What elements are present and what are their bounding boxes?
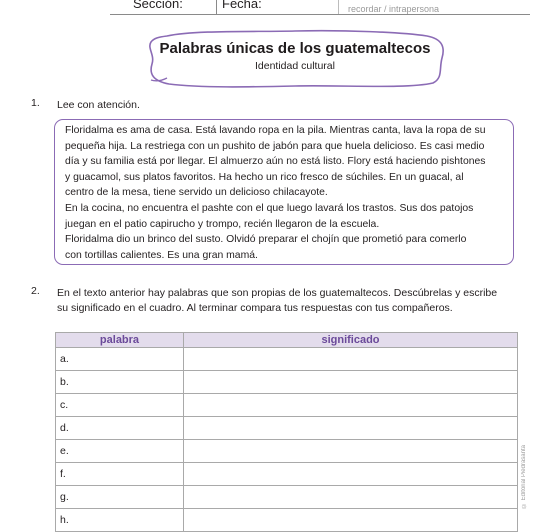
passage-line: centro de la mesa, tiene servido un delicioso chilacayote. [65,187,328,199]
row-letter[interactable]: a. [56,348,184,371]
table-row [56,440,518,463]
header-rule [110,14,530,15]
page-title: Palabras únicas de los guatemaltecos [159,40,431,57]
passage-line: Floridalma dio un brinco del susto. Olvidó preparar el chojín que prometió para comerlo [65,234,467,246]
passage-line: Floridalma es ama de casa. Está lavando ropa en la pila. Mientras canta, lava la ropa de su [65,125,486,136]
meaning-cell[interactable] [184,486,518,509]
meaning-cell[interactable] [184,463,518,486]
passage-line: y guacamol, sus platos favoritos. Ha hecho un rico fresco de súchiles. En un guacal, al [65,171,464,183]
title-cloud-shape [145,28,445,90]
passage-line: día y su familia está por llegar. El almuerzo aún no está listo. Flory está haciendo pishtones [65,156,486,168]
table-row [56,486,518,509]
vocabulary-table [55,332,518,532]
header-divider-2 [338,0,339,14]
row-letter[interactable]: h. [56,509,184,532]
table-row [56,463,518,486]
publisher-credit: © Editorial Piedrasanta [521,445,527,509]
meaning-cell[interactable] [184,509,518,532]
fecha-label: Fecha: [222,0,262,11]
item-instruction: Lee con atención. [57,99,140,111]
seccion-label: Sección: [133,0,183,11]
passage-line: con tortillas calientes. Es una gran mamá. [65,249,258,261]
meaning-cell[interactable] [184,371,518,394]
passage-line: juegan en el patio capirucho y trompo, recién llegaron de la escuela. [65,218,380,230]
row-letter[interactable]: b. [56,371,184,394]
row-letter[interactable]: c. [56,394,184,417]
item-instruction-line: En el texto anterior hay palabras que son propias de los guatemaltecos. Descúbrelas y escribe [57,287,498,299]
meaning-cell[interactable] [184,440,518,463]
skill-note: recordar / intrapersona [348,4,440,14]
table-row [56,417,518,440]
item-instruction-line: su significado en el cuadro. Al terminar compara tus respuestas con tus compañeros. [57,302,453,314]
reading-passage [54,119,514,265]
column-header-significado: significado [184,333,518,348]
row-letter[interactable]: e. [56,440,184,463]
table-row [56,348,518,371]
row-letter[interactable]: d. [56,417,184,440]
table-header-row [56,333,518,348]
meaning-cell[interactable] [184,417,518,440]
passage-line: En la cocina, no encuentra el pashte con el que luego lavará los trastos. Sus dos patojos [65,202,474,214]
passage-line: pequeña hija. La restriega con un pushito de jabón para que huela delicioso. Es casi medio [65,140,485,152]
item-number: 2. [31,285,40,297]
header-divider [216,0,217,14]
meaning-cell[interactable] [184,394,518,417]
table-row [56,394,518,417]
item-number: 1. [31,97,40,109]
table-row [56,509,518,532]
table-row [56,371,518,394]
row-letter[interactable]: g. [56,486,184,509]
column-header-palabra: palabra [56,333,184,348]
row-letter[interactable]: f. [56,463,184,486]
meaning-cell[interactable] [184,348,518,371]
page-subtitle: Identidad cultural [255,60,335,72]
